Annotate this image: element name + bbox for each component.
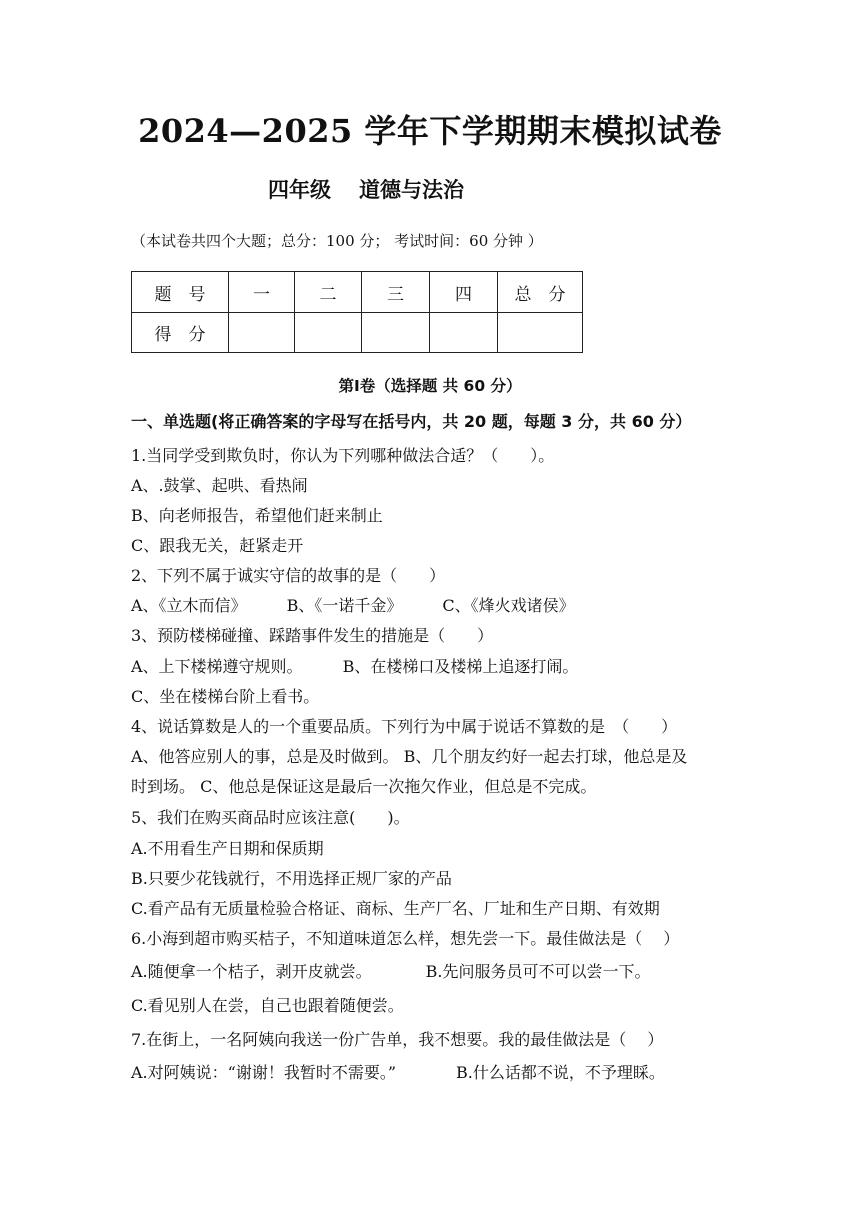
question-stem: 2、下列不属于诚实守信的故事的是（ ） — [131, 566, 446, 585]
exam-note: （本试卷共四个大题；总分：100 分； 考试时间：60 分钟 ） — [131, 232, 543, 250]
score-cell — [229, 313, 295, 353]
option-line — [131, 1062, 665, 1084]
option-c: C、《烽火戏诸侯》 — [442, 596, 575, 615]
score-table — [131, 271, 583, 353]
score-header-cell: 四 — [430, 272, 498, 313]
option-line: A、.鼓掌、起哄、看热闹 — [131, 476, 308, 495]
option-line: B.只要少花钱就行，不用选择正规厂家的产品 — [131, 869, 452, 888]
score-table-header-row — [132, 272, 583, 313]
question-stem: 6.小海到超市购买桔子，不知道味道怎么样，想先尝一下。最佳做法是（ ） — [131, 929, 680, 948]
score-header-cell: 总 分 — [498, 272, 583, 313]
option-a: A、《立木而信》 — [131, 596, 247, 615]
option-line — [131, 595, 575, 617]
question-stem: 1.当同学受到欺负时，你认为下列哪种做法合适？（ ）。 — [131, 446, 555, 465]
option-line: B、向老师报告，希望他们赶来制止 — [131, 506, 383, 525]
score-cell — [295, 313, 362, 353]
section-title: 第Ⅰ卷（选择题 共 60 分） — [338, 377, 522, 395]
option-line: 时到场。 C、他总是保证这是最后一次拖欠作业，但总是不完成。 — [131, 777, 597, 796]
grade-label: 四年级 — [268, 177, 331, 202]
score-cell — [430, 313, 498, 353]
option-line: A.不用看生产日期和保质期 — [131, 839, 324, 858]
option-line: C.看产品有无质量检验合格证、商标、生产厂名、厂址和生产日期、有效期 — [131, 899, 660, 918]
section-heading: 一、单选题(将正确答案的字母写在括号内，共 20 题，每题 3 分，共 60 分） — [131, 412, 692, 431]
score-cell — [362, 313, 430, 353]
exam-subtitle — [268, 174, 464, 204]
score-cell — [498, 313, 583, 353]
score-header-cell: 题 号 — [132, 272, 229, 313]
option-b: B、《一诺千金》 — [286, 596, 403, 615]
score-header-cell: 三 — [362, 272, 430, 313]
option-b: B、在楼梯口及楼梯上追逐打闹。 — [342, 657, 579, 676]
option-a: A、上下楼梯遵守规则。 — [131, 657, 303, 676]
option-a: A.对阿姨说：“谢谢！我暂时不需要。” — [131, 1063, 397, 1082]
option-line: A、他答应别人的事，总是及时做到。 B、几个朋友约好一起去打球，他总是及 — [131, 747, 688, 766]
option-b: B.什么话都不说，不予理睬。 — [456, 1063, 665, 1082]
option-line: C、坐在楼梯台阶上看书。 — [131, 687, 320, 706]
option-line: C.看见别人在尝，自己也跟着随便尝。 — [131, 996, 404, 1015]
option-line — [131, 961, 651, 983]
score-header-cell: 一 — [229, 272, 295, 313]
option-line — [131, 656, 578, 678]
question-stem: 5、我们在购买商品时应该注意( )。 — [131, 808, 410, 827]
exam-title: 2024—2025 学年下学期期末模拟试卷 — [138, 112, 722, 150]
score-row-label: 得 分 — [132, 313, 229, 353]
subject-label: 道德与法治 — [359, 177, 464, 202]
question-stem: 3、预防楼梯碰撞、踩踏事件发生的措施是（ ） — [131, 626, 494, 645]
option-line: C、跟我无关，赶紧走开 — [131, 536, 304, 555]
option-b: B.先问服务员可不可以尝一下。 — [425, 962, 651, 981]
question-stem: 7.在街上，一名阿姨向我送一份广告单，我不想要。我的最佳做法是（ ） — [131, 1030, 664, 1049]
question-stem: 4、说话算数是人的一个重要品质。下列行为中属于说话不算数的是 （ ） — [131, 717, 678, 736]
option-a: A.随便拿一个桔子，剥开皮就尝。 — [131, 962, 372, 981]
score-header-cell: 二 — [295, 272, 362, 313]
score-table-score-row — [132, 313, 583, 353]
